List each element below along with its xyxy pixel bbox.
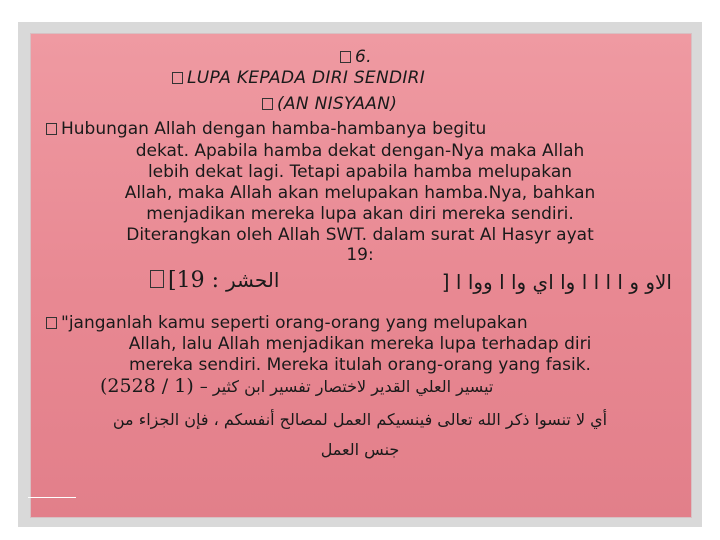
tafsir-citation-row [100,375,493,397]
tafsir-citation: (2528 / 1) [100,375,194,397]
paragraph2-line1: "janganlah kamu seperti orang-orang yang melupakan [46,314,528,333]
verse-reference: [19 : الحشر [150,268,279,293]
heading-subtitle: (AN NISYAAN) [262,94,397,114]
paragraph1-line3: lebih dekat lagi. Tetapi apabila hamba melupakan [147,162,573,182]
heading-title: LUPA KEPADA DIRI SENDIRI [172,68,425,88]
bullet-icon [46,123,57,135]
paragraph1-line7: 19: [346,245,374,265]
heading-number: 6. [340,47,372,67]
bullet-icon [150,270,164,288]
paragraph1-line5: menjadikan mereka lupa akan diri mereka sendiri. [146,204,574,224]
divider [28,497,76,498]
paragraph2-line3: mereka sendiri. Mereka itulah orang-orang yang fasik. [129,355,591,375]
paragraph1-line2: dekat. Apabila hamba dekat dengan-Nya maka Allah [135,141,585,161]
paragraph1-line4: Allah, maka Allah akan melupakan hamba.Nya, bahkan [124,183,596,203]
tafsir-line2: جنس العمل [320,440,400,459]
paragraph1-line1: Hubungan Allah dengan hamba-hambanya begitu [46,120,486,139]
bullet-icon [340,51,351,63]
paragraph1-line6: Diterangkan oleh Allah SWT. dalam surat Al Hasyr ayat [126,225,594,245]
tafsir-line1: أي لا تنسوا ذكر الله تعالى فينسيكم العمل لمصالح أنفسكم ، فإن الجزاء من [112,410,608,429]
bullet-icon [46,317,57,329]
bullet-icon [262,98,273,110]
tafsir-source: – تيسير العلي القدير لاختصار تفسير ابن كثير [199,377,494,396]
paragraph2-line2: Allah, lalu Allah menjadikan mereka lupa terhadap diri [128,334,592,354]
verse-text: ] الاو و ا ا ا ا وا اي وا ا ووا ا [441,270,672,294]
bullet-icon [172,72,183,84]
